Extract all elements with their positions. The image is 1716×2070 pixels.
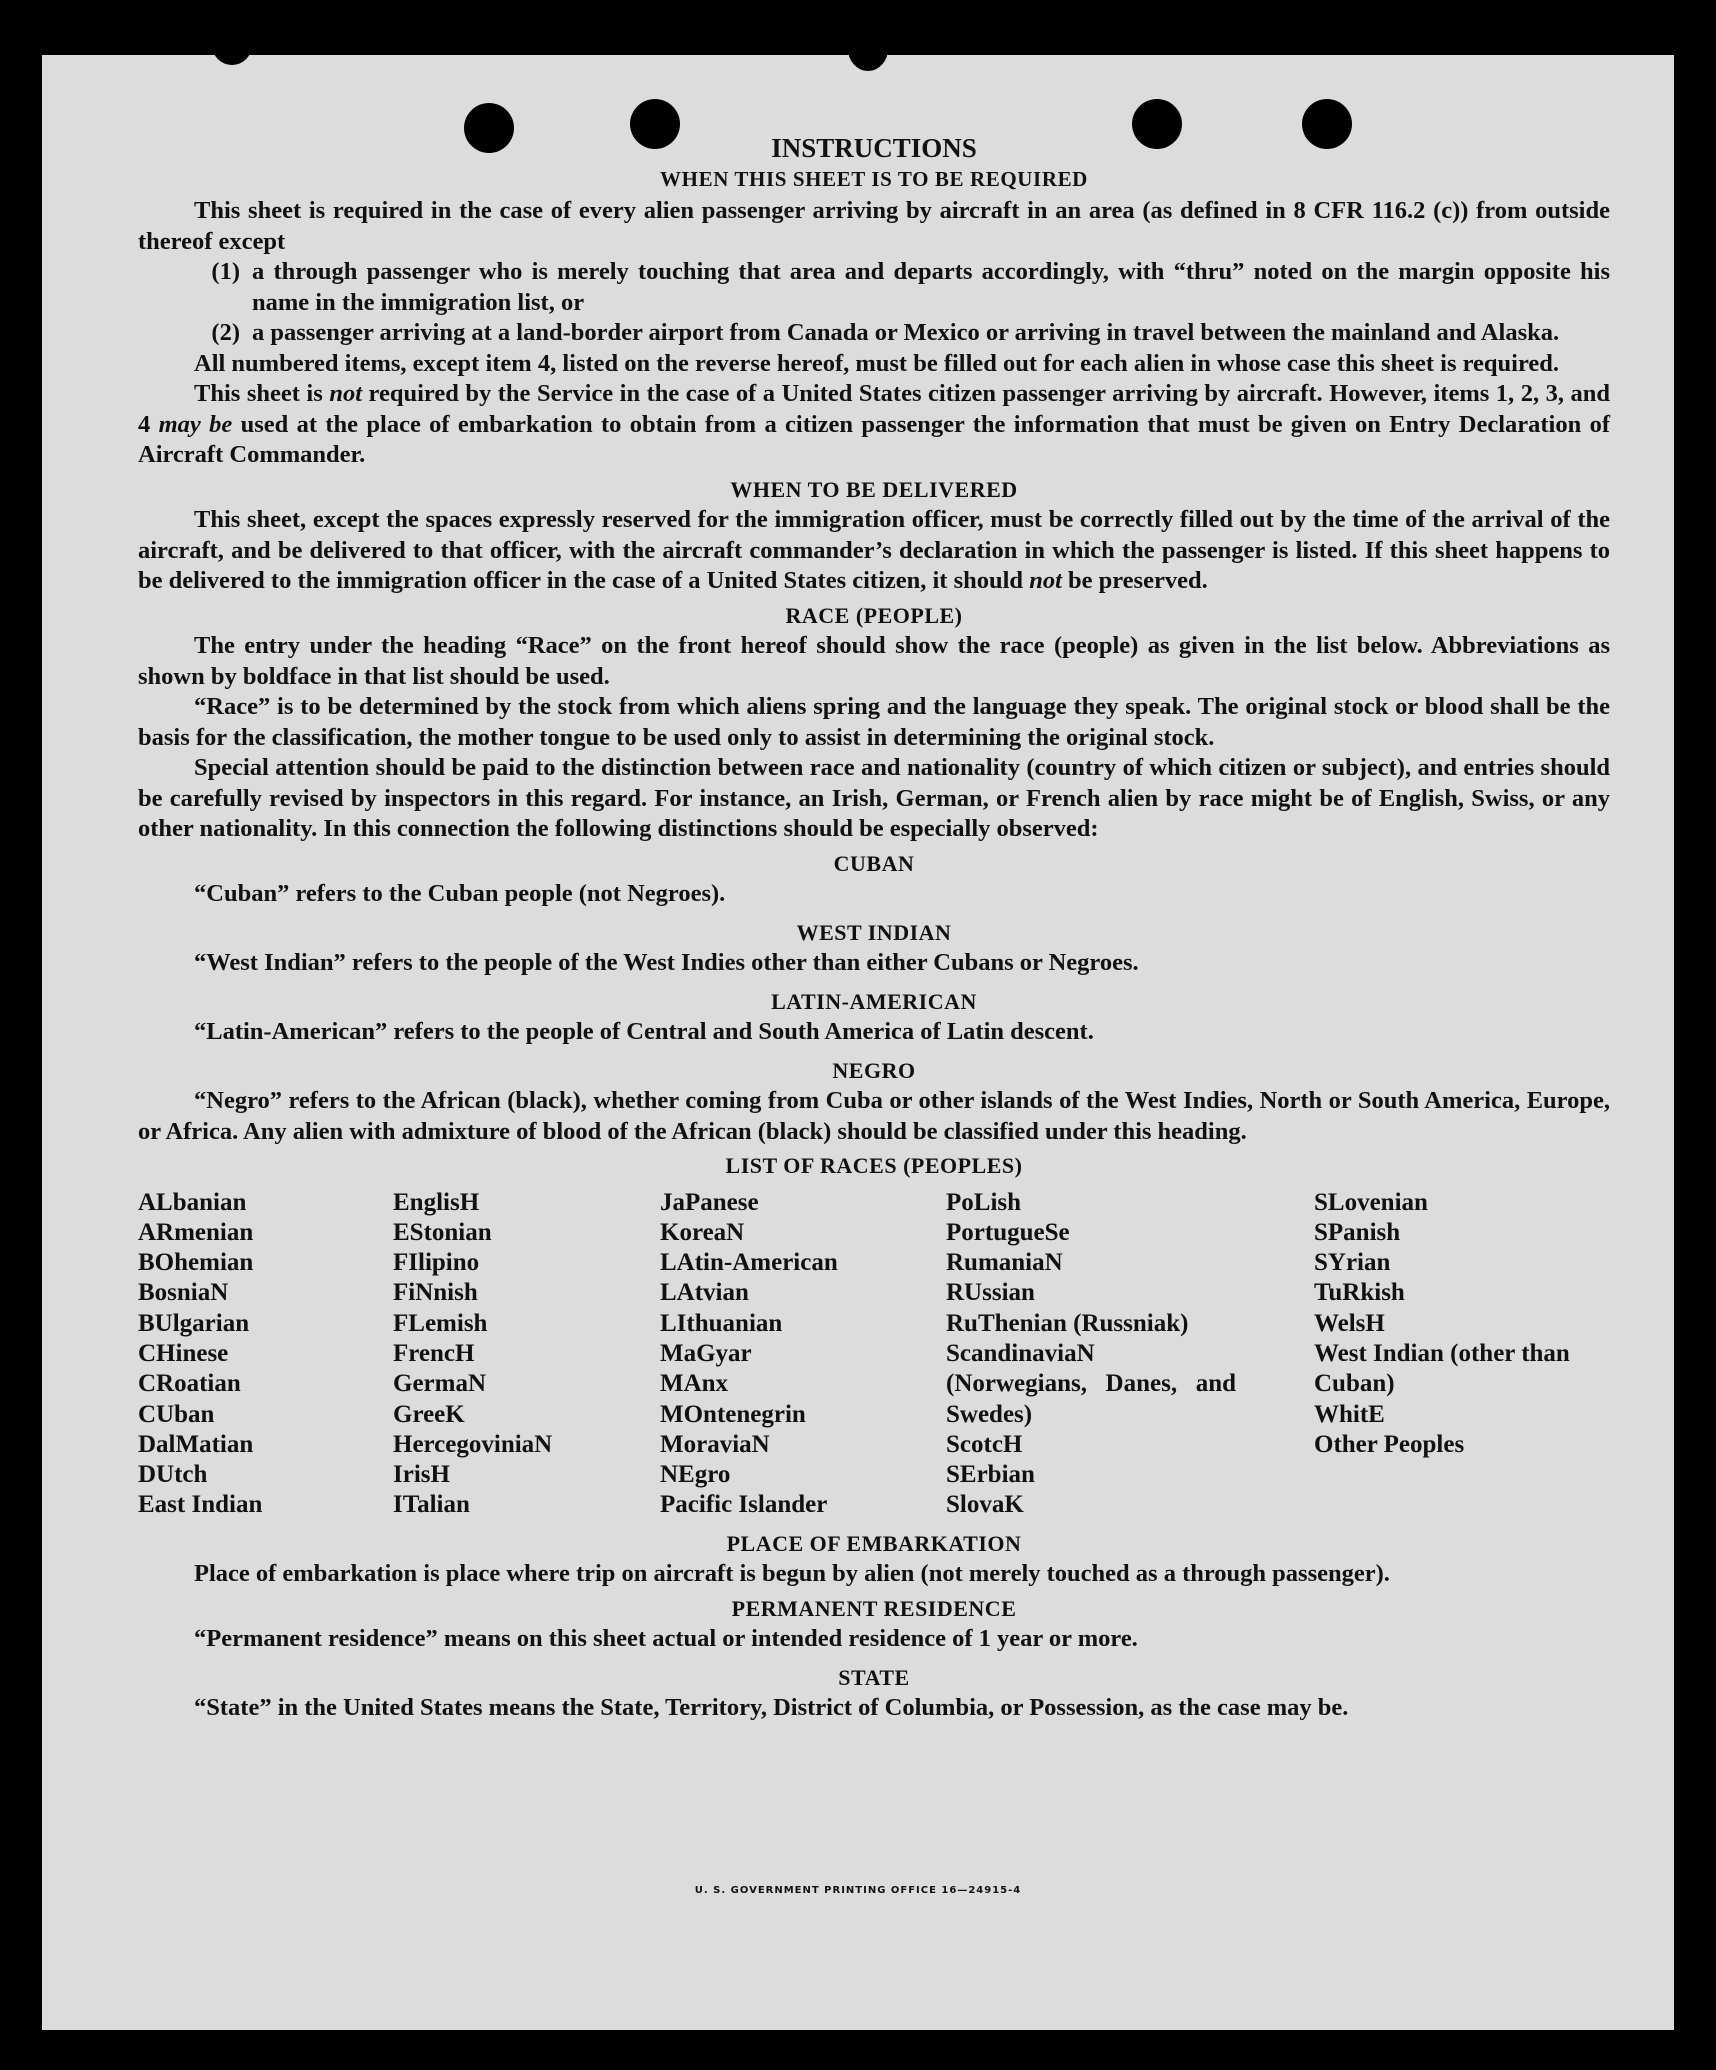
italic-run: not — [329, 380, 362, 407]
race-entry: LAtin-American — [660, 1249, 838, 1277]
race-entry: ScotcH — [946, 1430, 1023, 1458]
list-item — [138, 318, 1610, 349]
race-entry: FLemish — [393, 1309, 488, 1337]
race-entry: SPanish — [1314, 1218, 1401, 1246]
race-entry: MAnx — [660, 1370, 729, 1398]
item-text: a passenger arriving at a land-border airport from Canada or Mexico or arriving in travel between the mainland and Alaska. — [252, 319, 1560, 346]
item-number: (1) — [211, 258, 240, 285]
race-entry: ScandinaviaN (Norwegians, Danes, and Swedes) — [946, 1339, 1236, 1428]
race-entry: MOntenegrin — [660, 1400, 806, 1428]
race-entry: DUtch — [138, 1461, 208, 1489]
paragraph: The entry under the heading “Race” on the front hereof should show the race (people) as given in the list below. Abbreviations as shown by boldface in that list should be used. — [138, 632, 1610, 690]
race-entry: BOhemian — [138, 1249, 254, 1277]
race-entry: RumaniaN — [946, 1249, 1063, 1277]
text-run: required by the Service in the case of a United States citizen passenger arriving by aircraft. However, items 1, 2, 3, and 4 — [138, 380, 1611, 438]
definition-text: “Cuban” refers to the Cuban people (not Negroes). — [194, 880, 726, 907]
definition-text: “Latin-American” refers to the people of Central and South America of Latin descent. — [194, 1018, 1094, 1045]
race-entry: ALbanian — [138, 1188, 247, 1216]
race-entry: BUlgarian — [138, 1309, 250, 1337]
text-run: This sheet, except the spaces expressly reserved for the immigration officer, must be correctly filled out by the time of the arrival of the aircraft, and be delivered to that officer, with the aircraft commander’s declaration in which the passenger is listed. If this sheet happens to be delivered to the immigration officer in the case of a United States citizen, it should — [138, 506, 1610, 594]
exception-list — [138, 257, 1610, 349]
text-run: This sheet is — [194, 380, 330, 407]
text-run: be preserved. — [1061, 567, 1208, 594]
race-entry: TuRkish — [1314, 1279, 1405, 1307]
race-entry: CRoatian — [138, 1370, 241, 1398]
race-list — [138, 1188, 1610, 1521]
race-entry: FiNnish — [393, 1279, 478, 1307]
race-entry: SYrian — [1314, 1249, 1391, 1277]
race-entry: GermaN — [393, 1370, 487, 1398]
section-heading-required: WHEN THIS SHEET IS TO BE REQUIRED — [660, 166, 1088, 191]
race-entry: MoraviaN — [660, 1430, 770, 1458]
race-entry: ITalian — [393, 1491, 470, 1519]
section-heading-residence: PERMANENT RESIDENCE — [731, 1595, 1017, 1621]
race-entry: LIthuanian — [660, 1309, 783, 1337]
item-text: a through passenger who is merely touching that area and departs accordingly, with “thru” noted on the margin opposite his name in the immigration list, or — [252, 258, 1610, 316]
paragraph: Special attention should be paid to the distinction between race and nationality (country of which citizen or subject), and entries should be carefully revised by inspectors in this regard. For instance, an Irish, German, or French alien by race might be of English, Swiss, or any other nationality. In this connection the following distinctions should be especially observed: — [138, 754, 1610, 842]
race-entry: NEgro — [660, 1461, 731, 1489]
race-entry: Other Peoples — [1314, 1430, 1465, 1458]
race-column — [946, 1188, 1314, 1521]
section-heading-west-indian: WEST INDIAN — [796, 919, 952, 945]
race-entry: LAtvian — [660, 1279, 749, 1307]
definition-text: “West Indian” refers to the people of the West Indies other than either Cubans or Negroes. — [194, 949, 1139, 976]
race-entry: SErbian — [946, 1461, 1035, 1489]
paragraph: “Negro” refers to the African (black), whether coming from Cuba or other islands of the West Indies, North or South America, Europe, or Africa. Any alien with admixture of blood of the African (black) should be classified under this heading. — [138, 1087, 1610, 1145]
italic-run: may be — [158, 410, 233, 438]
race-entry: RUssian — [946, 1279, 1035, 1307]
race-entry: MaGyar — [660, 1339, 752, 1367]
section-heading-list-of-races: LIST OF RACES (PEOPLES) — [725, 1153, 1023, 1178]
section-heading-latin-american: LATIN-AMERICAN — [771, 988, 977, 1014]
item-number: (2) — [211, 319, 240, 346]
printer-imprint: U. S. GOVERNMENT PRINTING OFFICE 16—24915-4 — [694, 1885, 1022, 1896]
definition-text: “Permanent residence” means on this sheet actual or intended residence of 1 year or more. — [194, 1625, 1138, 1653]
race-entry: KoreaN — [660, 1218, 745, 1246]
paragraph: All numbered items, except item 4, listed on the reverse hereof, must be filled out for each alien in whose case this sheet is required. — [194, 349, 1560, 377]
section-heading-cuban: CUBAN — [833, 850, 915, 876]
race-entry: EnglisH — [393, 1188, 480, 1216]
paragraph: “State” in the United States means the State, Territory, District of Columbia, or Possession, as the case may be. — [194, 1694, 1349, 1722]
race-entry: SLovenian — [1314, 1188, 1428, 1216]
race-entry: EStonian — [393, 1218, 492, 1246]
race-column — [660, 1188, 946, 1521]
race-entry: FrencH — [393, 1339, 475, 1367]
section-heading-state: STATE — [838, 1664, 910, 1690]
torn-edge — [848, 27, 888, 71]
instructions-body — [138, 129, 1610, 1724]
race-entry: GreeK — [393, 1400, 465, 1428]
list-item — [138, 257, 1610, 318]
race-entry: JaPanese — [660, 1188, 759, 1216]
race-entry: Pacific Islander — [660, 1491, 828, 1519]
page-title: INSTRUCTIONS — [771, 133, 977, 163]
race-column — [1314, 1188, 1570, 1521]
paragraph — [138, 505, 1610, 597]
paragraph: “Race” is to be determined by the stock from which aliens spring and the language they speak. The original stock or blood shall be the basis for the classification, the mother tongue to be used only to assist in determining the original stock. — [138, 693, 1610, 751]
paragraph: Place of embarkation is place where trip on aircraft is begun by alien (not merely touched as a through passenger). — [194, 1560, 1390, 1588]
race-entry: HercegoviniaN — [393, 1430, 553, 1458]
paragraph: This sheet is required in the case of every alien passenger arriving by aircraft in an area (as defined in 8 CFR 116.2 (c)) from outside thereof except — [138, 197, 1610, 255]
race-entry: DalMatian — [138, 1430, 254, 1458]
race-entry: WhitE — [1314, 1400, 1385, 1428]
section-heading-embarkation: PLACE OF EMBARKATION — [726, 1530, 1022, 1556]
race-entry: FIlipino — [393, 1249, 480, 1277]
document-page — [42, 55, 1674, 2030]
race-entry: ARmenian — [138, 1218, 254, 1246]
italic-run: not — [1029, 567, 1062, 594]
race-entry: SlovaK — [946, 1491, 1024, 1519]
race-column — [138, 1188, 393, 1521]
race-entry: CHinese — [138, 1339, 229, 1367]
race-entry: West Indian (other than Cuban) — [1314, 1339, 1570, 1398]
section-heading-delivered: WHEN TO BE DELIVERED — [730, 476, 1018, 502]
race-column — [393, 1188, 660, 1521]
race-entry: East Indian — [138, 1491, 263, 1519]
race-entry: PortugueSe — [946, 1218, 1070, 1246]
race-entry: PoLish — [946, 1188, 1022, 1216]
text-run: used at the place of embarkation to obtain from a citizen passenger the information that must be given on Entry Declaration of Aircraft Commander. — [138, 410, 1610, 468]
section-heading-race: RACE (PEOPLE) — [785, 602, 963, 628]
torn-edge — [212, 25, 252, 65]
section-heading-negro: NEGRO — [832, 1057, 916, 1083]
race-entry: CUban — [138, 1400, 215, 1428]
race-entry: RuThenian (Russniak) — [946, 1309, 1189, 1337]
race-entry: BosniaN — [138, 1279, 229, 1307]
paragraph — [138, 379, 1610, 471]
race-entry: WelsH — [1314, 1309, 1385, 1337]
race-entry: IrisH — [393, 1461, 450, 1489]
